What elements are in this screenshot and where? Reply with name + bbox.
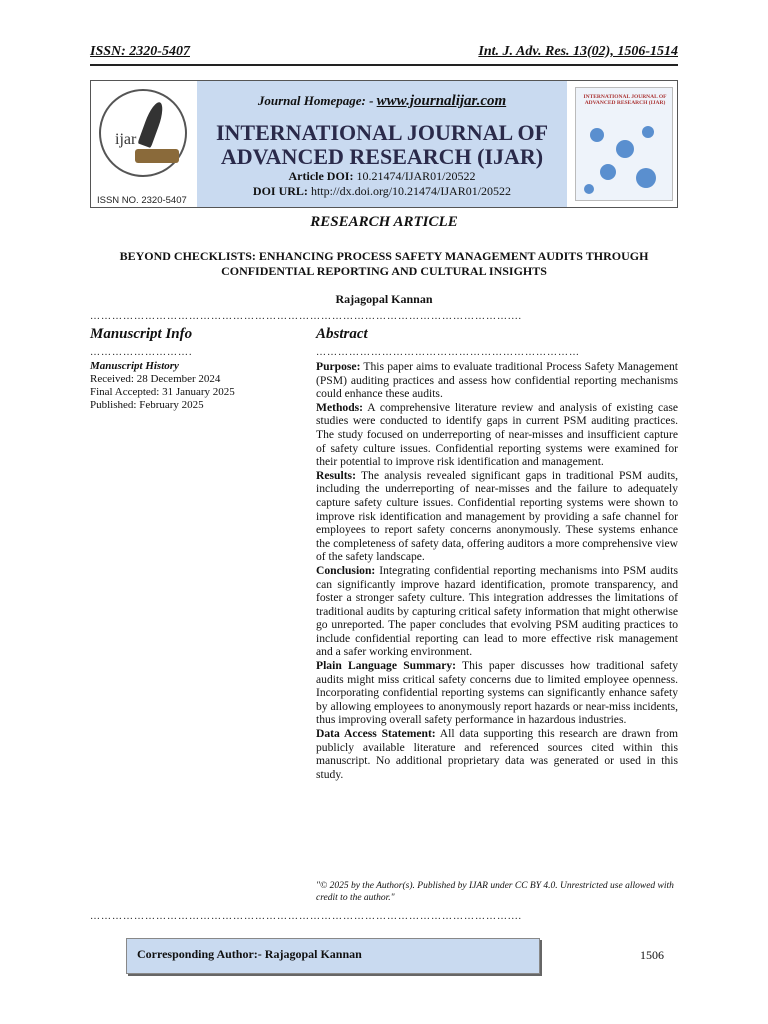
abstract-data-access — [316, 727, 678, 781]
received-date: Received: 28 December 2024 — [90, 373, 221, 385]
purpose-label: Purpose: — [316, 360, 361, 373]
abstract-conclusion — [316, 564, 678, 659]
data-label: Data Access Statement: — [316, 727, 436, 741]
logo-text: ijar — [115, 131, 137, 148]
journal-banner — [90, 80, 678, 208]
banner-center — [197, 81, 567, 207]
article-doi: 10.21474/IJAR01/20522 — [356, 169, 476, 183]
doi-url-label: DOI URL: — [252, 184, 308, 198]
journal-title-line2: ADVANCED RESEARCH (IJAR) — [220, 144, 544, 169]
accepted-date: Final Accepted: 31 January 2025 — [90, 386, 235, 398]
history-title: Manuscript History — [90, 360, 179, 372]
molecule-icon — [636, 168, 656, 188]
published-date: Published: February 2025 — [90, 399, 204, 411]
journal-logo — [95, 85, 195, 205]
abstract-results — [316, 469, 678, 564]
conclusion-label: Conclusion: — [316, 563, 376, 577]
data-text: All data supporting this research are drawn from publicly available literature and referenced sources cited within this manuscript. No additional proprietary data was generated or used in this study. — [316, 727, 679, 781]
summary-text: This paper discusses how traditional safety audits might miss critical safety concerns due to limited employee openness. Incorporating confidential reporting systems can significantly enhance safety by allowing employees to anonymously report hazards or near-miss incidents, thus improving overall safety performance in hazardous industries. — [316, 659, 678, 727]
methods-text: A comprehensive literature review and analysis of existing case studies were conducted to identify gaps in current PSM auditing practices. The study focused on underreporting of near-misses and insufficient capture of safety culture issues. Confidential reporting systems were examined for their potential to improve risk identification and management. — [316, 400, 678, 469]
methods-label: Methods: — [316, 400, 364, 414]
article-doi-label: Article DOI: — [288, 169, 354, 183]
logo-circle-icon — [99, 89, 187, 177]
purpose-text: This paper aims to evaluate traditional Process Safety Management (PSM) auditing practices and assess how confidential reporting mechanisms could enhance these audits. — [316, 360, 678, 401]
feather-icon — [138, 100, 167, 148]
doi-block — [197, 169, 567, 199]
corresponding-author-box — [126, 938, 540, 974]
results-label: Results: — [316, 468, 356, 482]
molecule-icon — [616, 140, 634, 158]
homepage-label: Journal Homepage: - — [257, 93, 377, 108]
journal-cover-image — [575, 87, 673, 201]
manuscript-info-heading: Manuscript Info — [90, 326, 193, 342]
homepage-line — [197, 93, 567, 110]
molecule-icon — [584, 184, 594, 194]
book-icon — [135, 149, 179, 163]
logo-issn: ISSN NO. 2320-5407 — [97, 195, 187, 206]
abstract-methods — [316, 401, 678, 469]
homepage-link[interactable]: www.journalijar.com — [376, 93, 507, 109]
corresponding-author: Corresponding Author:- Rajagopal Kannan — [137, 947, 362, 961]
divider-dots: ………………………. — [90, 348, 193, 358]
molecule-icon — [642, 126, 654, 138]
article-title — [90, 249, 678, 279]
manuscript-history — [90, 360, 300, 412]
doi-url-link[interactable]: http://dx.doi.org/10.21474/IJAR01/20522 — [310, 184, 512, 198]
article-title-line2: CONFIDENTIAL REPORTING AND CULTURAL INSIGHTS — [221, 264, 547, 278]
header-rule — [90, 64, 678, 66]
divider-dots: …………………………………………………………………………………………………….... — [90, 912, 522, 922]
divider-dots: ……………………………………………………………… — [316, 348, 580, 358]
abstract-summary — [316, 659, 678, 727]
article-author: Rajagopal Kannan — [335, 292, 433, 306]
abstract-purpose — [316, 360, 678, 401]
molecule-icon — [590, 128, 604, 142]
abstract-body — [316, 360, 678, 781]
summary-label: Plain Language Summary: — [316, 659, 457, 673]
citation-text: Int. J. Adv. Res. 13(02), 1506-1514 — [478, 44, 678, 59]
results-text: The analysis revealed significant gaps in traditional PSM audits, including the underreporting of near-misses and the failure to adequately capture safety culture issues. Confidential reporting systems were shown to improve risk identification and management by providing a safe channel for employees to report safety concerns anonymously. These systems enhance the completeness of safety data, offering auditors a more comprehensive view of the safety landscape. — [316, 468, 678, 564]
molecule-icon — [600, 164, 616, 180]
cover-title: INTERNATIONAL JOURNAL OF ADVANCED RESEARCH (IJAR) — [583, 94, 667, 106]
conclusion-text: Integrating confidential reporting mechanisms into PSM audits can significantly improve hazard identification, promote transparency, and foster a stronger safety culture. This integration addresses the limitations of traditional audits by capturing critical safety information that might otherwise go unreported. The paper concludes that evolving PSM auditing practices to include confidential reporting can lead to more effective risk management and a safer working environment. — [316, 563, 678, 659]
page-number: 1506 — [640, 948, 664, 962]
journal-title — [197, 121, 567, 169]
issn-text: ISSN: 2320-5407 — [90, 44, 190, 59]
divider-dots: …………………………………………………………………………………………………….... — [90, 312, 522, 322]
journal-title-line1: INTERNATIONAL JOURNAL OF — [215, 120, 549, 145]
article-title-line1: BEYOND CHECKLISTS: ENHANCING PROCESS SAFETY MANAGEMENT AUDITS THROUGH — [119, 249, 649, 263]
abstract-heading: Abstract — [316, 326, 368, 342]
article-type: RESEARCH ARTICLE — [310, 214, 458, 230]
license-notice: "© 2025 by the Author(s). Published by IJAR under CC BY 4.0. Unrestricted use allowed with credit to the author." — [316, 881, 674, 903]
